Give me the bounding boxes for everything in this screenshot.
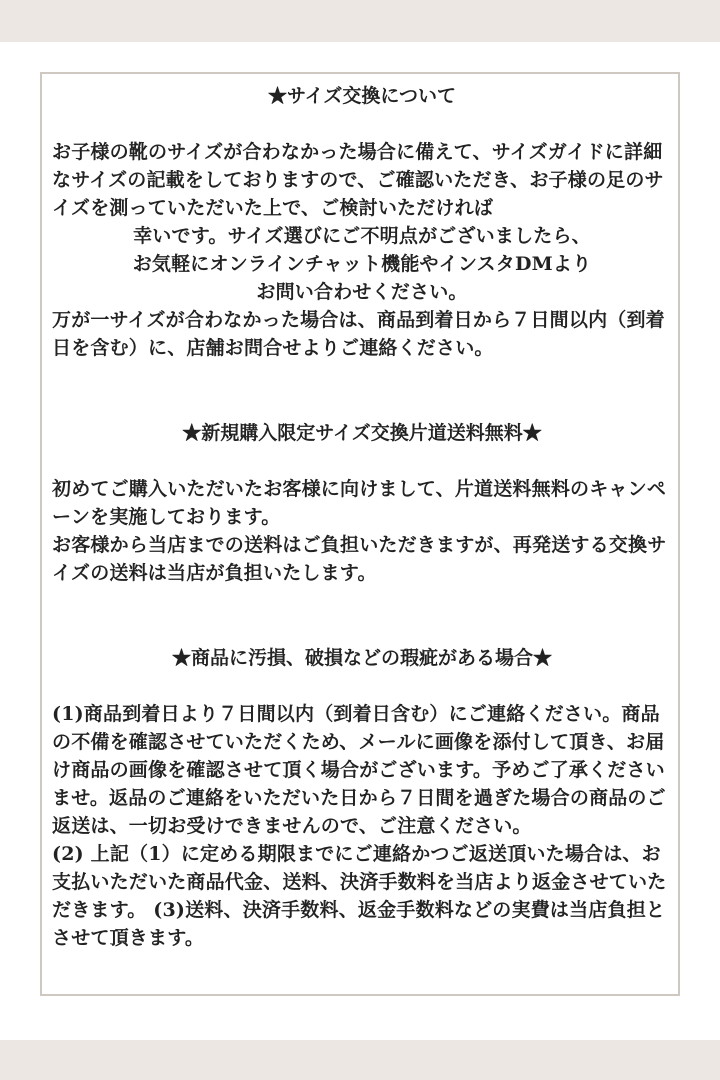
free-shipping-text: 初めてご購入いただいたお客様に向けまして、片道送料無料のキャンペーンを実施しております。 お客様から当店までの送料はご負担いただきますが、再発送する交換サイズの送料は当店が負担いたします。	[52, 478, 667, 584]
free-shipping-section	[52, 419, 672, 587]
content-frame	[40, 72, 680, 996]
size-exchange-guide-text: お子様の靴のサイズが合わなかった場合に備えて、サイズガイドに詳細なサイズの記載をしておりますので、ご確認いただき、お子様の足のサイズを測っていただいた上で、ご検討いただければ	[52, 141, 664, 219]
size-exchange-contact-text: 幸いです。サイズ選びにご不明点がございましたら、 お気軽にオンラインチャット機能やインスタDMより お問い合わせください。	[132, 225, 592, 303]
defect-title: ★商品に汚損、破損などの瑕疵がある場合★	[171, 647, 552, 669]
page	[0, 42, 720, 1040]
defect-section	[52, 644, 672, 952]
defect-text: (1)商品到着日より７日間以内（到着日含む）にご連絡ください。商品の不備を確認させていただくため、メールに画像を添付して頂き、お届け商品の画像を確認させて頂く場合がございます。予めご了承くださいませ。返品のご連絡をいただいた日から７日間を過ぎた場合の商品のご返送は、一切お受けできませんので、ご注意ください。 (2) 上記（1）に定める期限までにご連絡かつご返送頂いた場合は、お支払いただいた商品代金、送料、決済手数料を当店より返金させていただきます。 (3)送料、決済手数料、返金手数料などの実費は当店負担とさせて頂きます。	[52, 703, 667, 949]
top-band	[0, 0, 720, 42]
size-exchange-title: ★サイズ交換について	[267, 85, 457, 107]
bottom-band	[0, 1040, 720, 1080]
free-shipping-title: ★新規購入限定サイズ交換片道送料無料★	[182, 422, 542, 444]
size-exchange-deadline-text: 万が一サイズが合わなかった場合は、商品到着日から７日間以内（到着日を含む）に、店舗お問合せよりご連絡ください。	[52, 309, 665, 359]
size-exchange-section	[52, 82, 672, 362]
